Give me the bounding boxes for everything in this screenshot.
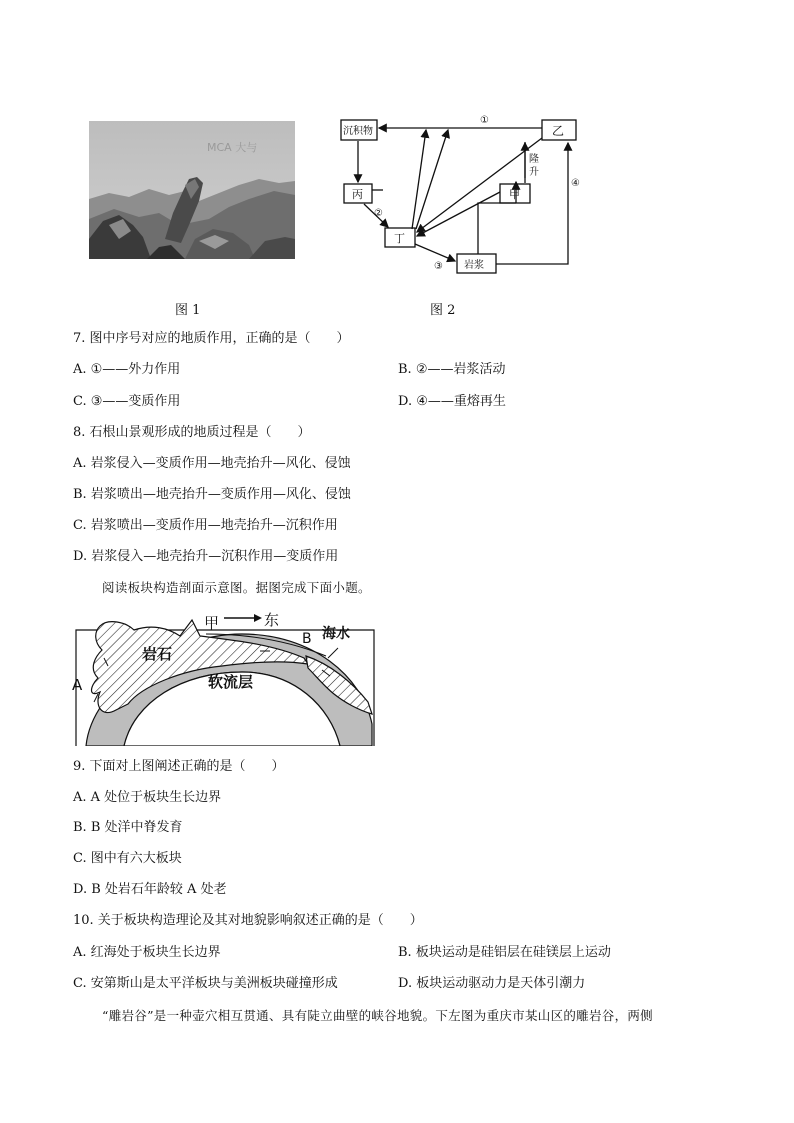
figure-2-rock-cycle-diagram xyxy=(330,108,600,280)
q10-option-c[interactable]: C. 安第斯山是太平洋板块与美洲板块碰撞形成 xyxy=(73,976,338,991)
q9-option-b[interactable]: B. B 处洋中脊发育 xyxy=(73,820,183,835)
q8-option-d[interactable]: D. 岩浆侵入—地壳抬升—沉积作用—变质作用 xyxy=(73,549,339,564)
label-circle-4: ④ xyxy=(571,178,580,189)
plate-label-east: 东 xyxy=(264,611,280,629)
q7-stem: 7. 图中序号对应的地质作用，正确的是（ ） xyxy=(73,331,350,346)
label-yi: 乙 xyxy=(552,124,565,138)
q7-option-d[interactable]: D. ④——重熔再生 xyxy=(398,394,506,409)
plate-label-a: A xyxy=(72,676,83,694)
q10-option-b[interactable]: B. 板块运动是硅铝层在硅镁层上运动 xyxy=(398,945,611,960)
plate-label-seawater: 海水 xyxy=(322,626,350,642)
arrow-3 xyxy=(415,244,455,261)
label-ding: 丁 xyxy=(394,232,405,245)
figure-1-photo xyxy=(89,121,295,259)
label-sediment: 沉积物 xyxy=(343,126,373,137)
q8-option-b[interactable]: B. 岩浆喷出—地壳抬升—变质作用—风化、侵蚀 xyxy=(73,487,351,502)
q7-option-a[interactable]: A. ①——外力作用 xyxy=(73,362,181,377)
plate-label-b: B xyxy=(302,631,312,647)
label-jia: 甲 xyxy=(509,188,520,201)
label-bing: 丙 xyxy=(352,188,363,201)
label-uplift-2: 升 xyxy=(529,167,539,178)
arrow-magma-to-jia-path xyxy=(478,203,516,254)
plate-section-intro: 阅读板块构造剖面示意图。据图完成下面小题。 xyxy=(102,580,371,595)
q9-stem: 9. 下面对上图阐述正确的是（ ） xyxy=(73,759,285,774)
arrow-yi-to-ding xyxy=(417,138,542,232)
plate-label-rock: 岩石 xyxy=(142,645,173,663)
plate-label-jia: 甲 xyxy=(204,614,220,632)
q9-option-d[interactable]: D. B 处岩石年龄较 A 处老 xyxy=(73,882,227,897)
arrow-ding-to-sediment xyxy=(412,130,426,229)
q7-option-b[interactable]: B. ②——岩浆活动 xyxy=(398,362,506,377)
label-circle-2: ② xyxy=(374,208,383,219)
arrow-jia-to-ding xyxy=(417,192,500,236)
arrow-ding-to-top xyxy=(416,130,448,229)
q8-option-a[interactable]: A. 岩浆侵入—变质作用—地壳抬升—风化、侵蚀 xyxy=(73,456,351,471)
plate-label-asthenosphere: 软流层 xyxy=(208,673,254,691)
label-magma: 岩浆 xyxy=(464,260,484,271)
label-uplift-1: 隆 xyxy=(529,154,539,165)
label-circle-3: ③ xyxy=(434,261,443,272)
photo-watermark-text: MCA 大与 xyxy=(207,141,258,154)
q10-option-d[interactable]: D. 板块运动驱动力是天体引潮力 xyxy=(398,976,586,991)
q9-option-a[interactable]: A. A 处位于板块生长边界 xyxy=(73,790,222,805)
label-circle-1: ① xyxy=(480,115,489,126)
plate-cross-section-diagram xyxy=(72,606,378,746)
canyon-section-intro: “雕岩谷”是一种壶穴相互贯通、具有陡立曲壁的峡谷地貌。下左图为重庆市某山区的雕岩谷，两侧 xyxy=(102,1008,653,1023)
q9-option-c[interactable]: C. 图中有六大板块 xyxy=(73,851,182,866)
q10-option-a[interactable]: A. 红海处于板块生长边界 xyxy=(73,945,221,960)
q8-option-c[interactable]: C. 岩浆喷出—变质作用—地壳抬升—沉积作用 xyxy=(73,518,338,533)
figure-2-caption: 图 2 xyxy=(430,303,456,318)
figure-1-caption: 图 1 xyxy=(175,303,201,318)
q8-stem: 8. 石根山景观形成的地质过程是（ ） xyxy=(73,425,311,440)
q7-option-c[interactable]: C. ③——变质作用 xyxy=(73,394,181,409)
q10-stem: 10. 关于板块构造理论及其对地貌影响叙述正确的是（ ） xyxy=(73,913,423,928)
